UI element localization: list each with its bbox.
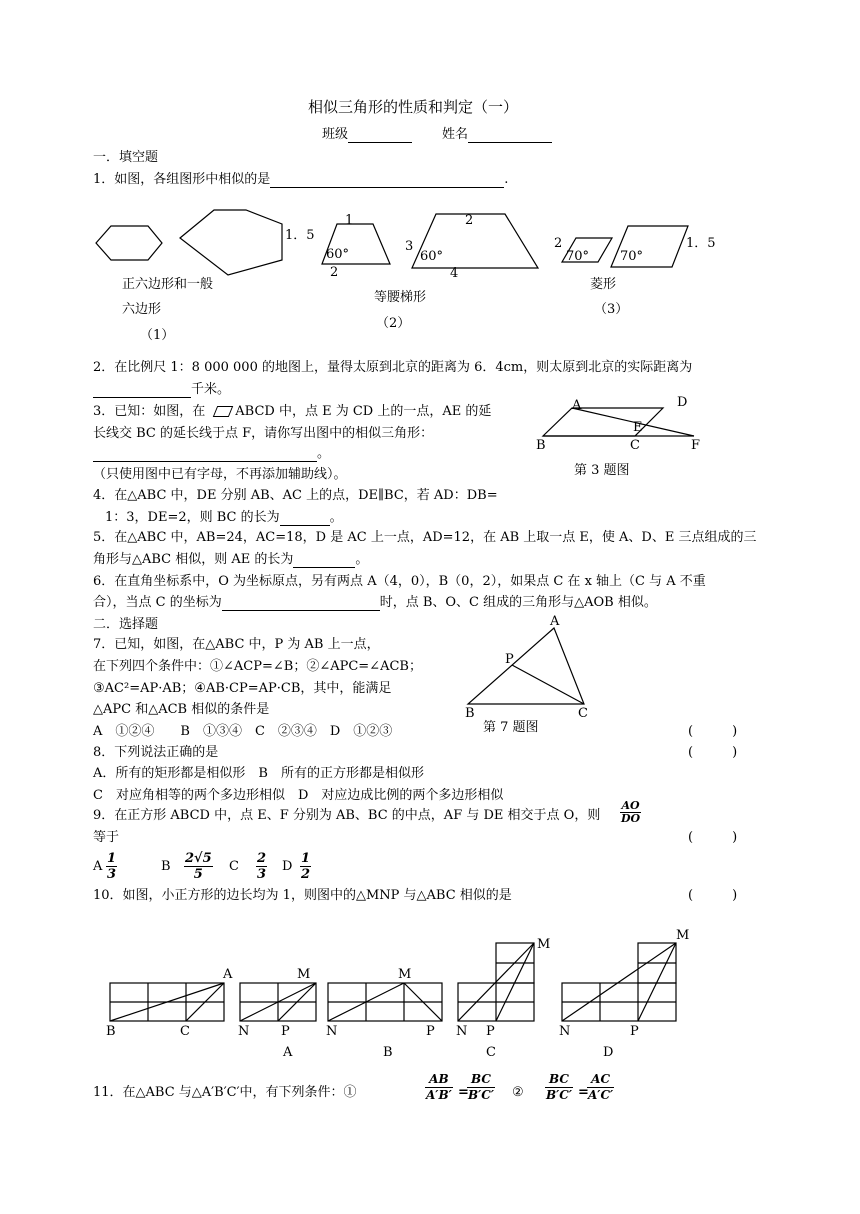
fig10a-N: N bbox=[238, 1024, 250, 1039]
fig3-caption: 第 3 题图 bbox=[574, 463, 630, 478]
fig10a-M: M bbox=[297, 967, 311, 982]
fig3-B: B bbox=[536, 438, 546, 453]
q7-line1: 7．已知，如图，在△ABC 中，P 为 AB 上一点， bbox=[93, 637, 380, 652]
fig3-F: F bbox=[691, 438, 701, 453]
q9-frac-D: $\frac{1}{2}$ bbox=[301, 851, 311, 882]
q7-line3: ③AC²=AP·AB；④AB·CP=AP·CB，其中，能满足 bbox=[93, 681, 392, 696]
q9-line1: 9．在正方形 ABCD 中，点 E、F 分别为 AB、BC 的中点，AF 与 DE 相交于点 O，则 bbox=[93, 808, 601, 823]
grid-option-a bbox=[240, 983, 316, 1021]
q11-frac1-right: $\frac{BC}{B'C'}$ bbox=[468, 1072, 495, 1102]
fig10d-M: M bbox=[676, 928, 690, 943]
trap1-top: 1 bbox=[345, 213, 354, 228]
grid-option-b bbox=[328, 983, 442, 1021]
q10-answer-paren: ( ) bbox=[688, 888, 738, 903]
fig10-option-D: D bbox=[603, 1045, 614, 1060]
q1: 1．如图，各组图形中相似的是 . bbox=[93, 172, 509, 187]
q9-fraction: $\frac{AO}{DO}$ bbox=[621, 799, 641, 825]
rhombus1-left: 2 bbox=[554, 236, 563, 251]
fig10c-M: M bbox=[537, 937, 551, 952]
fig10b-N: N bbox=[326, 1024, 338, 1039]
q9-answer-paren: ( ) bbox=[688, 830, 738, 845]
rhombus2-right: 1．5 bbox=[686, 236, 716, 251]
q9-opt-B: B bbox=[161, 859, 171, 874]
fig1-number3: （3） bbox=[594, 302, 629, 317]
fig10b-P: P bbox=[426, 1024, 435, 1039]
fig10-B: B bbox=[106, 1024, 116, 1039]
grid-option-d bbox=[562, 943, 676, 1021]
q9-frac-B: $\frac{2√5}{5}$ bbox=[185, 851, 212, 882]
q9-opt-D: D bbox=[282, 859, 293, 874]
page-title: 相似三角形的性质和判定（一） bbox=[308, 98, 519, 116]
fig10d-N: N bbox=[559, 1024, 571, 1039]
class-label: 班级 bbox=[322, 127, 412, 143]
fig1-number2: （2） bbox=[376, 316, 411, 331]
fig10-option-A: A bbox=[283, 1045, 293, 1060]
q7-options: A ①②④ B ①③④ C ②③④ D ①②③ bbox=[93, 724, 393, 739]
fig10c-P: P bbox=[486, 1024, 495, 1039]
q11-frac2-right: $\frac{AC}{A'C'}$ bbox=[588, 1072, 614, 1102]
trap2-left: 3 bbox=[405, 239, 414, 254]
q4-line2: 1：3，DE=2，则 BC 的长为 。 bbox=[105, 510, 343, 525]
q2-line1: 2．在比例尺 1：8 000 000 的地图上，量得太原到北京的距离为 6．4cm，则太原到北京的实际距离为 bbox=[93, 360, 693, 375]
q11-frac2-left: $\frac{BC}{B'C'}$ bbox=[546, 1072, 573, 1102]
fig1-number1: （1） bbox=[140, 328, 175, 343]
q3-line1: 3．已知：如图，在 ABCD 中，点 E 为 CD 上的一点，AE 的延 bbox=[93, 404, 492, 419]
rhombus1-angle: 70° bbox=[566, 249, 590, 264]
q3-line4: （只使用图中已有字母，不再添加辅助线）。 bbox=[93, 467, 347, 482]
fig7-P: P bbox=[505, 652, 514, 667]
fig7-C: C bbox=[578, 706, 588, 721]
fig7-A: A bbox=[550, 614, 560, 629]
trap1-bottom: 2 bbox=[330, 265, 339, 280]
section-choice: 二．选择题 bbox=[93, 617, 159, 632]
section-fill-blank: 一．填空题 bbox=[93, 150, 159, 165]
q8-options-cd: C 对应角相等的两个多边形相似 D 对应边成比例的两个多边形相似 bbox=[93, 788, 504, 803]
trap1-angle: 60° bbox=[326, 247, 350, 262]
trap1-left: 1．5 bbox=[285, 228, 315, 243]
q5-line2: 角形与△ABC 相似，则 AE 的长为 。 bbox=[93, 552, 369, 567]
q8-options-ab: A．所有的矩形都是相似形 B 所有的正方形都是相似形 bbox=[93, 766, 424, 781]
fig7-caption: 第 7 题图 bbox=[483, 720, 539, 735]
q8-answer-paren: ( ) bbox=[688, 745, 738, 760]
q3-line2: 长线交 BC 的延长线于点 F，请你写出图中的相似三角形： bbox=[93, 426, 434, 441]
fig3-D: D bbox=[677, 395, 688, 410]
q7-answer-paren: ( ) bbox=[688, 724, 738, 739]
trap2-top: 2 bbox=[465, 213, 474, 228]
grid-abc bbox=[110, 983, 224, 1021]
fig10d-P: P bbox=[630, 1024, 639, 1039]
q9-line2: 等于 bbox=[93, 830, 120, 845]
fig10-option-C: C bbox=[486, 1045, 496, 1060]
q11-frac1-left: $\frac{AB}{A'B'}$ bbox=[426, 1072, 452, 1102]
fig3-A: A bbox=[572, 398, 582, 413]
rhombus2-angle: 70° bbox=[620, 249, 644, 264]
trap2-angle: 60° bbox=[420, 249, 444, 264]
q9-opt-A: A bbox=[93, 859, 103, 874]
q11-equals1: = bbox=[458, 1085, 469, 1100]
q2-line2: 千米。 bbox=[93, 382, 230, 398]
q11-circle2: ② bbox=[512, 1085, 524, 1100]
fig10b-M: M bbox=[398, 967, 412, 982]
trap2-bottom: 4 bbox=[450, 266, 459, 281]
fig3-C: C bbox=[630, 438, 640, 453]
q11: 11．在△ABC 与△A′B′C′中，有下列条件：① bbox=[93, 1085, 357, 1100]
q9-opt-C: C bbox=[229, 859, 239, 874]
q9-frac-A: $\frac{1}{3}$ bbox=[107, 851, 117, 882]
q4-line1: 4．在△ABC 中，DE 分别 AB、AC 上的点，DE∥BC，若 AD：DB= bbox=[93, 488, 498, 503]
fig1-label1b: 六边形 bbox=[122, 302, 162, 317]
name-label: 姓名 bbox=[442, 127, 552, 143]
fig10a-P: P bbox=[281, 1024, 290, 1039]
q5-line1: 5．在△ABC 中，AB=24，AC=18，D 是 AC 上一点，AD=12，在 AB 上取一点 E，使 A、D、E 三点组成的三 bbox=[93, 530, 757, 545]
q10: 10．如图，小正方形的边长均为 1，则图中的△MNP 与△ABC 相似的是 bbox=[93, 888, 512, 903]
q7-line4: △APC 和△ACB 相似的条件是 bbox=[93, 702, 270, 717]
q11-equals2: = bbox=[578, 1085, 589, 1100]
fig10c-N: N bbox=[456, 1024, 468, 1039]
q7-line2: 在下列四个条件中：①∠ACP=∠B；②∠APC=∠ACB； bbox=[93, 659, 422, 674]
fig10-A: A bbox=[223, 967, 233, 982]
grid-option-c bbox=[458, 943, 534, 1021]
fig7-B: B bbox=[465, 706, 475, 721]
fig1-label2: 等腰梯形 bbox=[374, 290, 427, 305]
q8: 8．下列说法正确的是 bbox=[93, 745, 219, 760]
q9-frac-C: $\frac{2}{3}$ bbox=[257, 851, 267, 882]
q6-line1: 6．在直角坐标系中，O 为坐标原点，另有两点 A（4，0），B（0，2），如果点 C 在 x 轴上（C 与 A 不重 bbox=[93, 574, 706, 589]
q3-line3: 。 bbox=[93, 446, 330, 462]
q6-line2: 合），当点 C 的坐标为 时，点 B、O、C 组成的三角形与△AOB 相似。 bbox=[93, 595, 657, 610]
fig10-option-B: B bbox=[383, 1045, 393, 1060]
fig1-label1a: 正六边形和一般 bbox=[122, 277, 214, 292]
fig3-E: E bbox=[633, 420, 643, 435]
fig1-label3: 菱形 bbox=[590, 277, 617, 292]
fig10-C: C bbox=[180, 1024, 190, 1039]
